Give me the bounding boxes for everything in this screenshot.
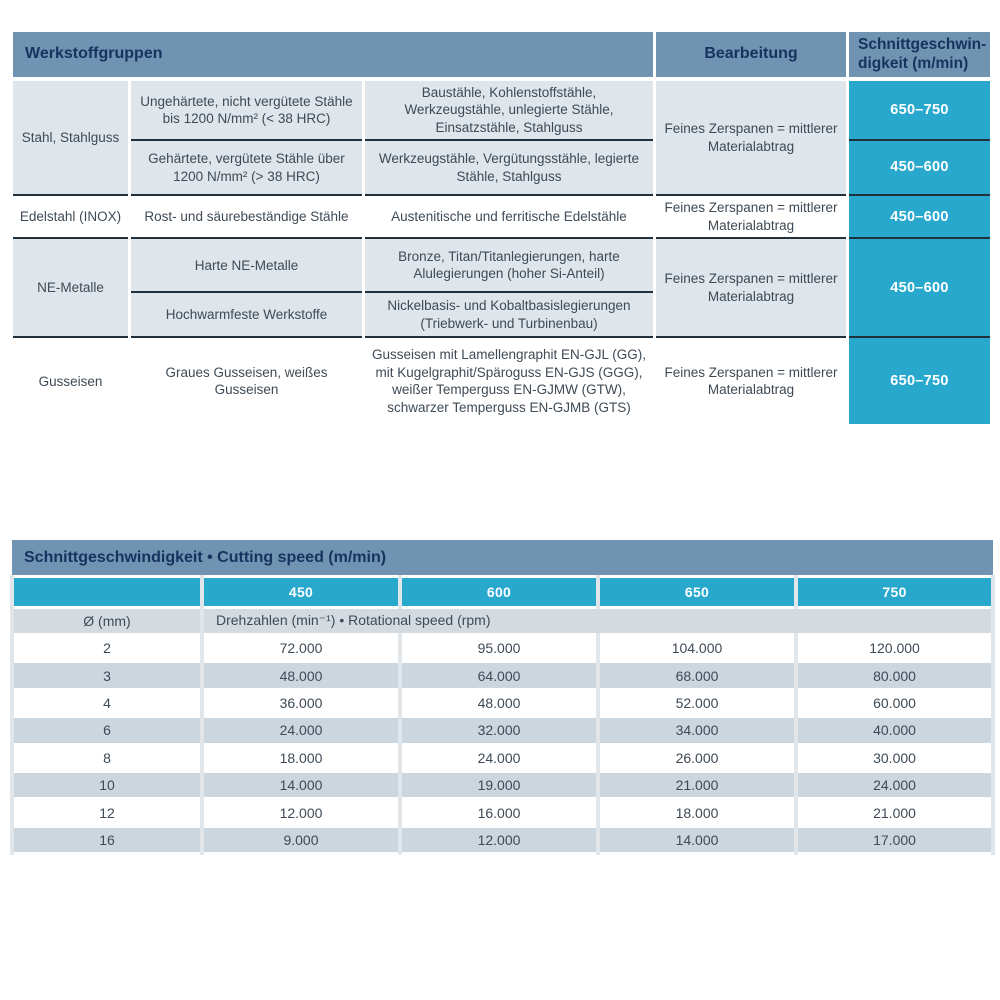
rpm-value-cell: 21.000	[796, 799, 993, 826]
rpm-value-cell: 12.000	[400, 826, 598, 853]
rpm-value-cell: 30.000	[796, 744, 993, 771]
material-group-cell: Edelstahl (INOX)	[12, 195, 130, 238]
rpm-value-cell: 19.000	[400, 771, 598, 798]
machining-cell: Feines Zerspanen = mittlerer Materialabtrag	[655, 238, 848, 337]
rpm-value-cell: 80.000	[796, 662, 993, 689]
diameter-cell: 10	[12, 771, 202, 798]
materials-header: Werkstoffgruppen	[12, 32, 655, 79]
rpm-value-cell: 21.000	[598, 771, 796, 798]
material-examples-cell: Baustähle, Kohlenstoffstähle, Werkzeugstähle, unlegierte Stähle, Einsatzstähle, Stahlguss	[364, 79, 655, 141]
rpm-value-cell: 40.000	[796, 717, 993, 744]
rpm-value-cell: 9.000	[202, 826, 400, 853]
diameter-cell: 8	[12, 744, 202, 771]
speed-column-header: 650	[598, 576, 796, 607]
rpm-value-cell: 24.000	[202, 717, 400, 744]
material-subgroup-cell: Hochwarmfeste Werkstoffe	[130, 292, 364, 337]
rpm-value-cell: 60.000	[796, 689, 993, 716]
rpm-value-cell: 18.000	[598, 799, 796, 826]
material-subgroup-cell: Harte NE-Metalle	[130, 238, 364, 292]
material-subgroup-cell: Rost- und säurebeständige Stähle	[130, 195, 364, 238]
material-examples-cell: Gusseisen mit Lamellengraphit EN-GJL (GG), mit Kugelgraphit/Späroguss EN-GJS (GGG), weißer Temperguss EN-GJMW (GTW), schwarzer Temperguss EN-GJMB (GTS)	[364, 337, 655, 424]
material-group-cell: NE-Metalle	[12, 238, 130, 337]
rpm-value-cell: 36.000	[202, 689, 400, 716]
rpm-value-cell: 72.000	[202, 634, 400, 661]
rpm-value-cell: 104.000	[598, 634, 796, 661]
cutting-speed-cell: 650–750	[848, 337, 992, 424]
rpm-header-cell: Drehzahlen (min⁻¹) • Rotational speed (rpm)	[202, 607, 993, 634]
rpm-value-cell: 120.000	[796, 634, 993, 661]
material-examples-cell: Nickelbasis- und Kobaltbasislegierungen (Triebwerk- und Turbinenbau)	[364, 292, 655, 337]
speed-column-corner	[12, 576, 202, 607]
rpm-value-cell: 32.000	[400, 717, 598, 744]
diameter-cell: 6	[12, 717, 202, 744]
rpm-value-cell: 68.000	[598, 662, 796, 689]
diameter-cell: 4	[12, 689, 202, 716]
spacer	[10, 424, 991, 540]
rpm-value-cell: 26.000	[598, 744, 796, 771]
cutting-speed-cell: 450–600	[848, 195, 992, 238]
diameter-cell: 16	[12, 826, 202, 853]
rpm-value-cell: 24.000	[400, 744, 598, 771]
diameter-header-cell: Ø (mm)	[12, 607, 202, 634]
speed-column-header: 750	[796, 576, 993, 607]
rpm-value-cell: 48.000	[400, 689, 598, 716]
rpm-value-cell: 18.000	[202, 744, 400, 771]
rpm-value-cell: 24.000	[796, 771, 993, 798]
speed-column-header: 450	[202, 576, 400, 607]
material-group-cell: Stahl, Stahlguss	[12, 79, 130, 196]
diameter-cell: 12	[12, 799, 202, 826]
machining-cell: Feines Zerspanen = mittlerer Materialabtrag	[655, 337, 848, 424]
table2-title: Schnittgeschwindigkeit • Cutting speed (m/min)	[12, 540, 993, 576]
speed-column-header: 600	[400, 576, 598, 607]
material-group-cell: Gusseisen	[12, 337, 130, 424]
speed-header: Schnittgeschwin-digkeit (m/min)	[848, 32, 992, 79]
rpm-value-cell: 34.000	[598, 717, 796, 744]
rpm-value-cell: 48.000	[202, 662, 400, 689]
rpm-value-cell: 16.000	[400, 799, 598, 826]
rpm-value-cell: 12.000	[202, 799, 400, 826]
cutting-speed-table	[10, 540, 995, 855]
diameter-cell: 2	[12, 634, 202, 661]
diameter-cell: 3	[12, 662, 202, 689]
rpm-value-cell: 14.000	[598, 826, 796, 853]
cutting-speed-cell: 450–600	[848, 238, 992, 337]
material-examples-cell: Bronze, Titan/Titanlegierungen, harte Alulegierungen (hoher Si-Anteil)	[364, 238, 655, 292]
machining-header: Bearbeitung	[655, 32, 848, 79]
machining-cell: Feines Zerspanen = mittlerer Materialabtrag	[655, 79, 848, 196]
rpm-value-cell: 52.000	[598, 689, 796, 716]
rpm-value-cell: 14.000	[202, 771, 400, 798]
material-examples-cell: Austenitische und ferritische Edelstähle	[364, 195, 655, 238]
machining-cell: Feines Zerspanen = mittlerer Materialabtrag	[655, 195, 848, 238]
material-subgroup-cell: Graues Gusseisen, weißes Gusseisen	[130, 337, 364, 424]
material-groups-table	[10, 32, 993, 424]
rpm-value-cell: 95.000	[400, 634, 598, 661]
material-subgroup-cell: Gehärtete, vergütete Stähle über 1200 N/mm² (> 38 HRC)	[130, 140, 364, 195]
rpm-value-cell: 17.000	[796, 826, 993, 853]
cutting-speed-cell: 650–750	[848, 79, 992, 141]
rpm-value-cell: 64.000	[400, 662, 598, 689]
material-subgroup-cell: Ungehärtete, nicht vergütete Stähle bis 1200 N/mm² (< 38 HRC)	[130, 79, 364, 141]
material-examples-cell: Werkzeugstähle, Vergütungsstähle, legierte Stähle, Stahlguss	[364, 140, 655, 195]
cutting-speed-cell: 450–600	[848, 140, 992, 195]
